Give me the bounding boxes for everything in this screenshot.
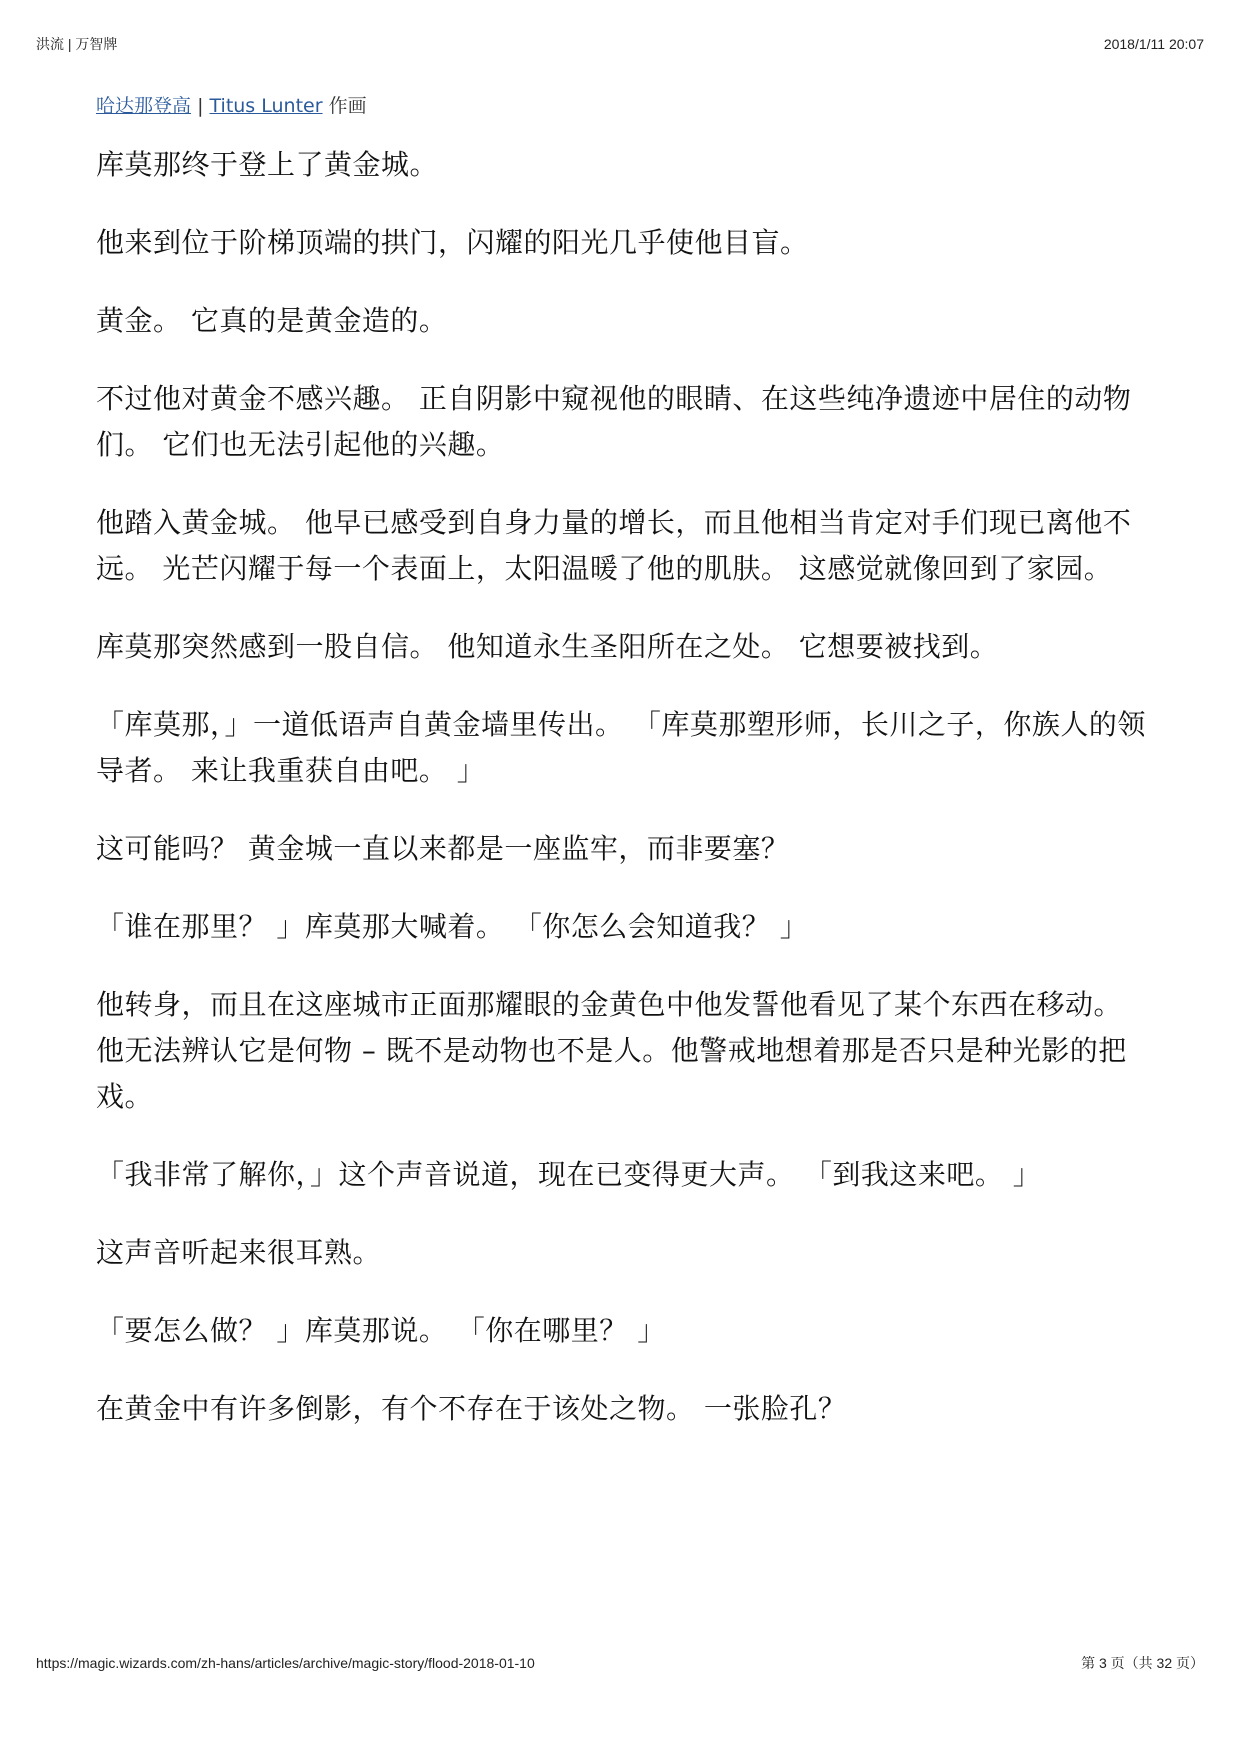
site-title: 洪流 | 万智牌 [36,36,118,52]
print-datetime: 2018/1/11 20:07 [1103,36,1204,52]
story-paragraph: 「谁在那里？ 」库莫那大喊着。 「你怎么会知道我？ 」 [96,910,809,943]
story-paragraph: 他转身，而且在这座城市正面那耀眼的金黄色中他发誓他看见了某个东西在移动。 他无法辨认它是何物 – 既不是动物也不是人。他警戒地想着那是否只是种光影的把戏。 [96,988,1127,1113]
art-title-link[interactable]: 哈达那登高 [96,95,192,117]
story-paragraph: 不过他对黄金不感兴趣。 正自阴影中窥视他的眼睛、在这些纯净遗迹中居住的动物们。 它们也无法引起他的兴趣。 [96,382,1132,461]
caption-separator: | [197,95,204,117]
story-paragraph: 他来到位于阶梯顶端的拱门，闪耀的阳光几乎使他目盲。 [96,226,809,259]
caption-credit: 作画 [328,95,367,117]
story-body [96,142,1156,1432]
story-paragraph: 库莫那突然感到一股自信。 他知道永生圣阳所在之处。 它想要被找到。 [96,630,999,663]
print-header [36,34,1204,54]
page-indicator: 第 3 页（共 32 页） [1081,1655,1204,1671]
story-paragraph: 这声音听起来很耳熟。 [96,1236,382,1269]
story-paragraph: 黄金。 它真的是黄金造的。 [96,304,448,337]
story-paragraph: 他踏入黄金城。 他早已感受到自身力量的增长，而且他相当肯定对手们现已离他不远。 光芒闪耀于每一个表面上，太阳温暖了他的肌肤。 这感觉就像回到了家园。 [96,506,1132,585]
story-paragraph: 库莫那终于登上了黄金城。 [96,148,439,181]
story-paragraph: 「要怎么做？ 」库莫那说。 「你在哪里？ 」 [96,1314,666,1347]
story-paragraph: 「库莫那，」一道低语声自黄金墙里传出。 「库莫那塑形师，长川之子，你族人的领导者。 来让我重获自由吧。 」 [96,708,1146,787]
page-url: https://magic.wizards.com/zh-hans/articles/archive/magic-story/flood-2018-01-10 [36,1655,535,1671]
image-caption [96,92,1156,120]
artist-link[interactable]: Titus Lunter [209,95,323,117]
print-footer [36,1653,1204,1673]
story-paragraph: 在黄金中有许多倒影，有个不存在于该处之物。 一张脸孔？ [96,1392,847,1425]
article-content [96,92,1156,1464]
story-paragraph: 这可能吗？ 黄金城一直以来都是一座监牢，而非要塞？ [96,832,790,865]
story-paragraph: 「我非常了解你，」这个声音说道，现在已变得更大声。 「到我这来吧。 」 [96,1158,1042,1191]
